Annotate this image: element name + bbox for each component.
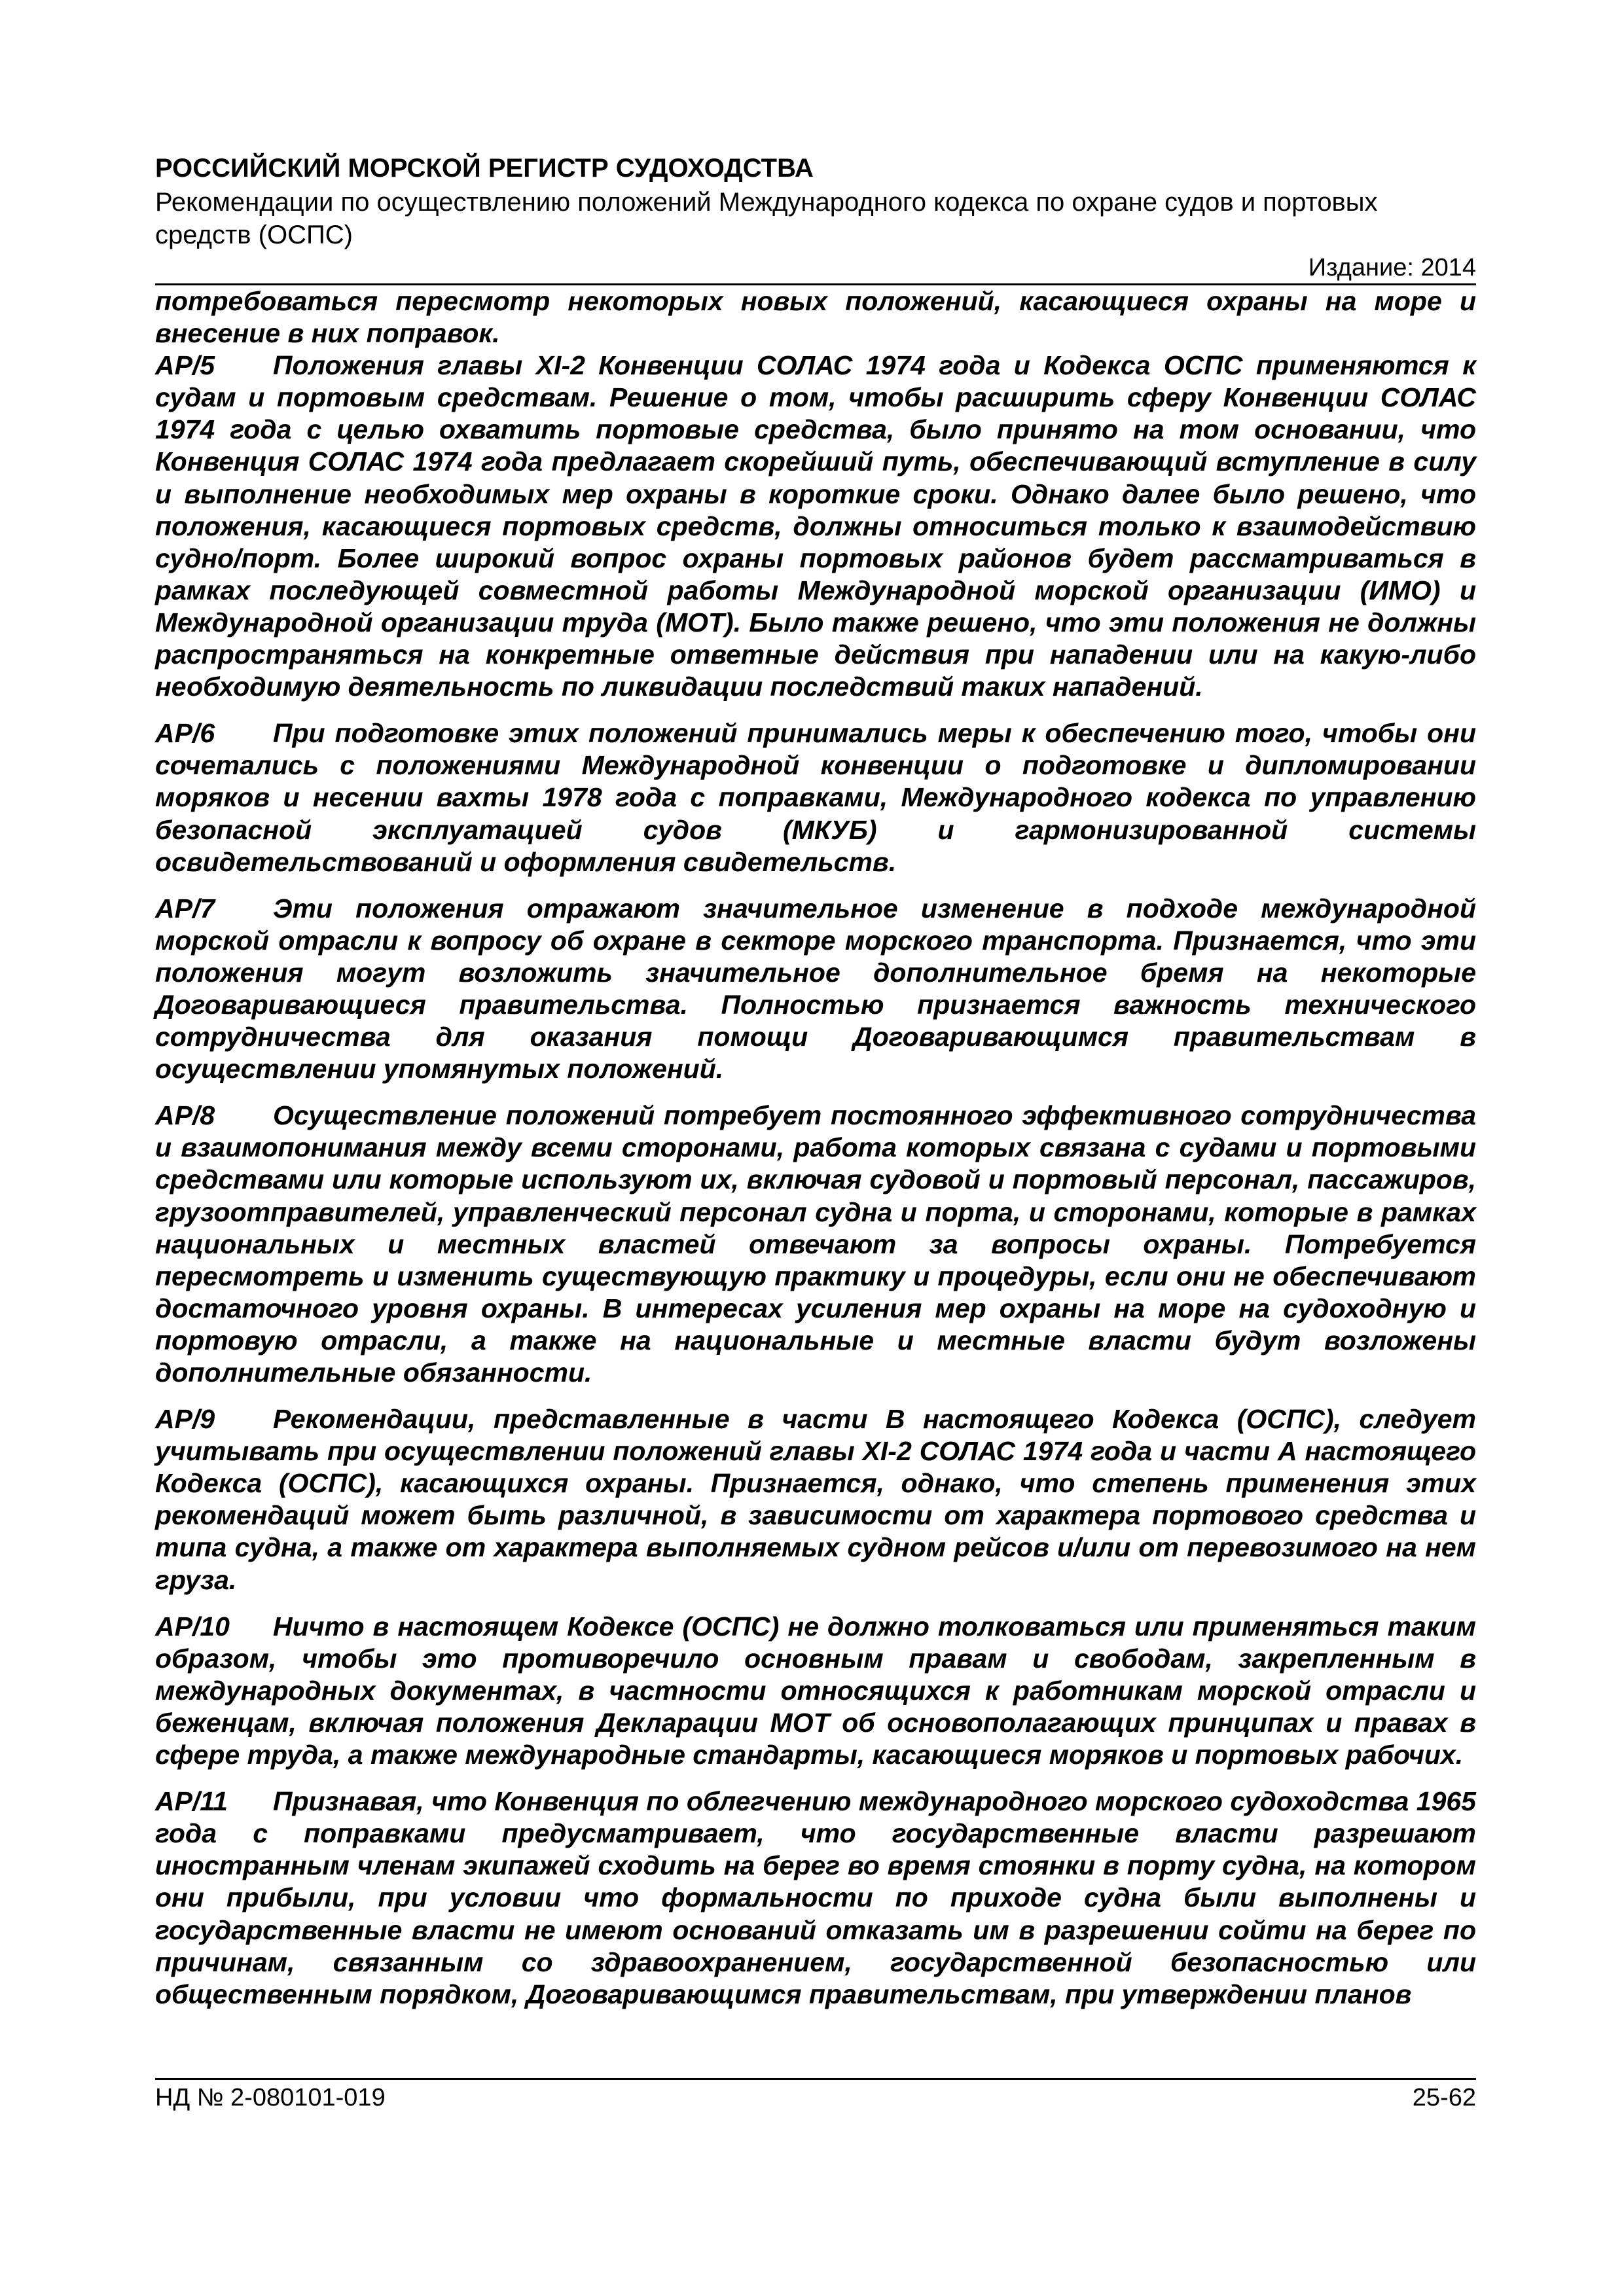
paragraph-code: AP/7 [155,893,215,924]
document-body [155,285,1476,2011]
paragraph-code: AP/11 [155,1786,228,1817]
paragraph-ap5 [155,350,1476,703]
paragraph-ap9 [155,1403,1476,1596]
page-header [155,152,1476,284]
paragraph-code: AP/6 [155,718,215,749]
paragraph-code: AP/8 [155,1100,215,1131]
paragraph-ap8 [155,1100,1476,1389]
paragraph-text: Эти положения отражают значительное изменение в подходе международной морской отрасли к вопросу об охране в секторе морского транспорта. Признается, что эти положения могут возложить значительное дополнительное бремя на некоторые Договаривающиеся правительства. Полностью признается важность технического сотрудничества для оказания помощи Договаривающимся правительствам в осуществлении упомянутых положений. [155,893,1476,1085]
footer-divider [155,2078,1476,2080]
paragraph-code: AP/9 [155,1404,215,1435]
paragraph-ap10 [155,1611,1476,1771]
paragraph-ap6 [155,717,1476,878]
paragraph-code: AP/5 [155,350,215,381]
edition-label: Издание: 2014 [1308,254,1476,281]
paragraph-text: Признавая, что Конвенция по облегчению международного морского судоходства 1965 года с поправками предусматривает, что государственные власти разрешают иностранным членам экипажей сходить на берег во время стоянки в порту судна, на котором они прибыли, при условии что формальности по приходе судна были выполнены и государственные власти не имеют оснований отказать им в разрешении сойти на берег по причинам, связанным со здравоохранением, государственной безопасностью или общественным порядком, Договаривающимся правительствам, при утверждении планов [155,1786,1476,2009]
paragraph-ap7 [155,893,1476,1086]
page-number: 25-62 [1412,2084,1476,2111]
document-number: НД № 2-080101-019 [155,2084,386,2111]
continuation-text: потребоваться пересмотр некоторых новых положений, касающиеся охраны на море и внесение в них поправок. [155,286,1476,349]
organization-name: РОССИЙСКИЙ МОРСКОЙ РЕГИСТР СУДОХОДСТВА [155,154,814,183]
paragraph-ap11 [155,1785,1476,2011]
paragraph-text: Ничто в настоящем Кодексе (ОСПС) не должно толковаться или применяться таким образом, чтобы это противоречило основным правам и свободам, закрепленным в международных документах, в частности относящихся к работникам морской отрасли и беженцам, включая положения Декларации МОТ об основополагающих принципах и правах в сфере труда, а также международные стандарты, касающиеся моряков и портовых рабочих. [155,1611,1476,1770]
paragraph-text: При подготовке этих положений принимались меры к обеспечению того, чтобы они сочетались с положениями Международной конвенции о подготовке и дипломировании моряков и несении вахты 1978 года с поправками, Международного кодекса по управлению безопасной эксплуатацией судов (МКУБ) и гармонизированной системы освидетельствований и оформления свидетельств. [155,718,1476,877]
paragraph-text: Рекомендации, представленные в части В настоящего Кодекса (ОСПС), следует учитывать при осуществлении положений главы XI-2 СОЛАС 1974 года и части А настоящего Кодекса (ОСПС), касающихся охраны. Признается, однако, что степень применения этих рекомендаций может быть различной, в зависимости от характера портового средства и типа судна, а также от характера выполняемых судном рейсов и/или от перевозимого на нем груза. [155,1404,1476,1595]
document-subtitle: Рекомендации по осуществлению положений Международного кодекса по охране судов и портовых средств (ОСПС) [155,188,1378,249]
paragraph-text: Положения главы XI-2 Конвенции СОЛАС 1974 года и Кодекса ОСПС применяются к судам и портовым средствам. Решение о том, чтобы расширить сферу Конвенции СОЛАС 1974 года с целью охватить портовые средства, было принято на том основании, что Конвенция СОЛАС 1974 года предлагает скорейший путь, обеспечивающий вступление в силу и выполнение необходимых мер охраны в короткие сроки. Однако далее было решено, что положения, касающиеся портовых средств, должны относиться только к взаимодействию судно/порт. Более широкий вопрос охраны портовых районов будет рассматриваться в рамках последующей совместной работы Международной морской организации (ИМО) и Международной организации труда (МОТ). Было также решено, что эти положения не должны распространяться на конкретные ответные действия при нападении или на какую-либо необходимую деятельность по ликвидации последствий таких нападений. [155,350,1476,702]
paragraph-text: Осуществление положений потребует постоянного эффективного сотрудничества и взаимопонимания между всеми сторонами, работа которых связана с судами и портовыми средствами или которые используют их, включая судовой и портовый персонал, пассажиров, грузоотправителей, управленческий персонал судна и порта, и сторонами, которые в рамках национальных и местных властей отвечают за вопросы охраны. Потребуется пересмотреть и изменить существующую практику и процедуры, если они не обеспечивают достаточного уровня охраны. В интересах усиления мер охраны на море на судоходную и портовую отрасли, а также на национальные и местные власти будут возложены дополнительные обязанности. [155,1100,1476,1388]
paragraph-code: AP/10 [155,1611,230,1641]
